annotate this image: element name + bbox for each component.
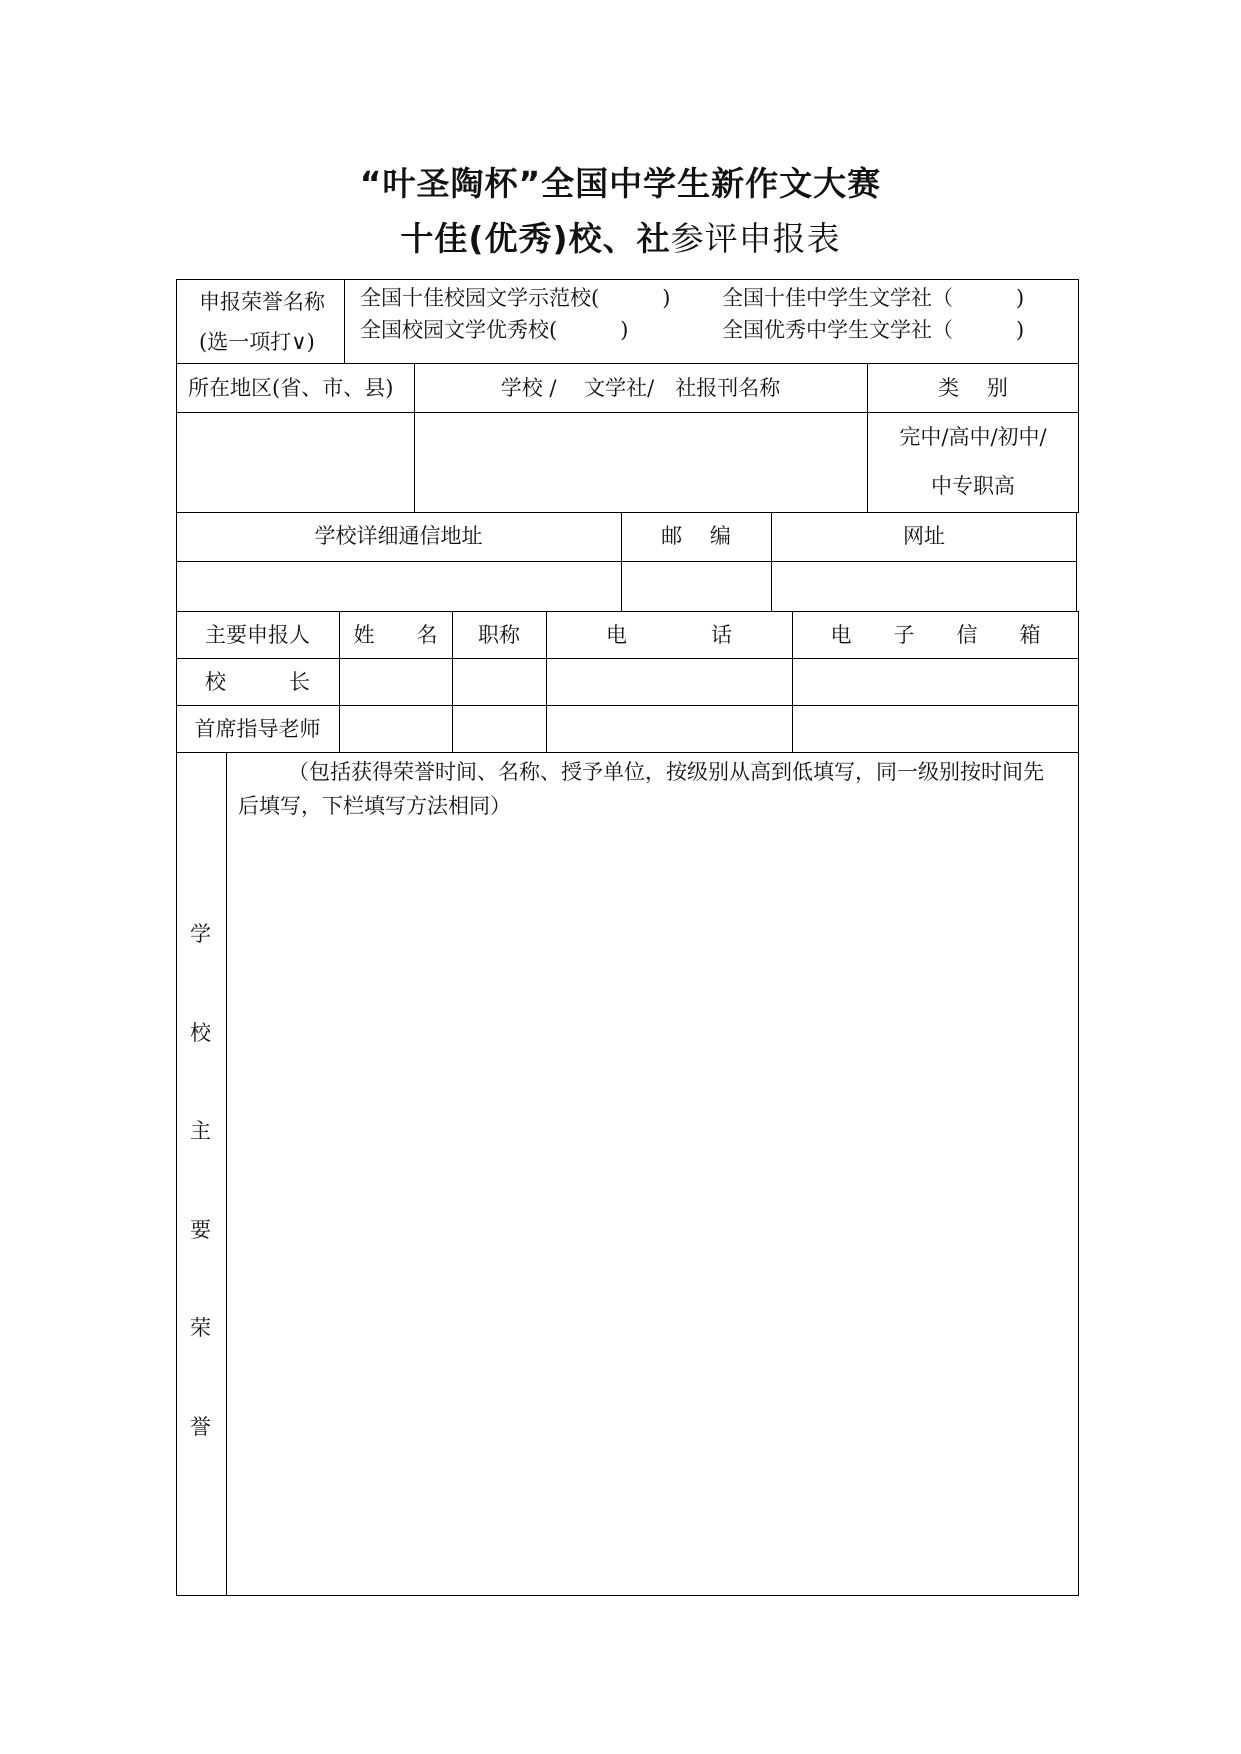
website-input[interactable]	[773, 563, 1075, 610]
honors-input-area[interactable]	[228, 830, 1077, 1594]
form-title-line2	[0, 213, 1241, 260]
advisor-name-input[interactable]	[341, 707, 450, 751]
form-title-line1: “叶圣陶杯”全国中学生新作文大赛	[359, 164, 882, 203]
honors-side-char-6: 誉	[190, 1415, 211, 1439]
honor-option-1[interactable]: 全国十佳校园文学示范校( )	[360, 286, 671, 310]
category-option-line2[interactable]: 中专职高	[931, 474, 1015, 498]
honors-side-char-3: 主	[190, 1119, 211, 1143]
people-header-title: 职称	[478, 623, 520, 647]
name-input[interactable]	[416, 414, 865, 511]
people-header-email: 电 子 信 箱	[830, 623, 1041, 647]
people-header-phone: 电 话	[606, 623, 732, 647]
form-title-bold: 十佳(优秀)校、社	[400, 219, 671, 258]
people-row-line-1	[176, 658, 1079, 659]
advisor-email-input[interactable]	[794, 707, 1077, 751]
honors-instruction-line1: （包括获得荣誉时间、名称、授予单位，按级别从高到低填写，同一级别按时间先	[288, 760, 1044, 784]
category-option-line1[interactable]: 完中/高中/初中/	[899, 425, 1047, 449]
category-header: 类 别	[938, 376, 1008, 400]
address-header: 学校详细通信地址	[314, 524, 483, 548]
honors-side-char-1: 学	[190, 922, 211, 946]
address-header-line	[176, 561, 1077, 562]
name-header: 学校 / 文学社/ 社报刊名称	[500, 376, 781, 400]
people-row-line-2	[176, 705, 1079, 706]
honor-label: 申报荣誉名称	[199, 290, 325, 314]
honor-label-hint: (选一项打∨)	[199, 330, 315, 354]
people-header-name: 姓 名	[353, 623, 438, 647]
people-row-principal: 校 长	[205, 670, 310, 694]
region-header: 所在地区(省、市、县)	[188, 376, 394, 400]
principal-phone-input[interactable]	[548, 660, 790, 703]
honors-side-char-5: 荣	[190, 1316, 211, 1340]
honor-option-2[interactable]: 全国十佳中学生文学社（ )	[722, 286, 1025, 310]
principal-email-input[interactable]	[794, 660, 1077, 703]
form-title-light: 参评申报表	[670, 219, 841, 258]
honors-side-char-2: 校	[190, 1021, 211, 1045]
principal-title-input[interactable]	[454, 660, 544, 703]
people-row-chief-advisor: 首席指导老师	[194, 717, 321, 741]
honors-divider	[226, 752, 227, 1596]
postcode-input[interactable]	[623, 563, 769, 610]
principal-name-input[interactable]	[341, 660, 450, 703]
basic-info-header-line	[176, 412, 1079, 413]
website-header: 网址	[903, 524, 945, 548]
advisor-phone-input[interactable]	[548, 707, 790, 751]
region-input[interactable]	[178, 414, 412, 511]
address-input[interactable]	[178, 563, 619, 610]
postcode-header: 邮 编	[661, 524, 731, 548]
honor-option-4[interactable]: 全国优秀中学生文学社（ )	[722, 318, 1025, 342]
honors-side-char-4: 要	[190, 1218, 211, 1242]
honor-option-3[interactable]: 全国校园文学优秀校( )	[360, 318, 629, 342]
honors-instruction-line2: 后填写，下栏填写方法相同）	[238, 794, 511, 818]
advisor-title-input[interactable]	[454, 707, 544, 751]
people-header-role: 主要申报人	[205, 623, 310, 647]
